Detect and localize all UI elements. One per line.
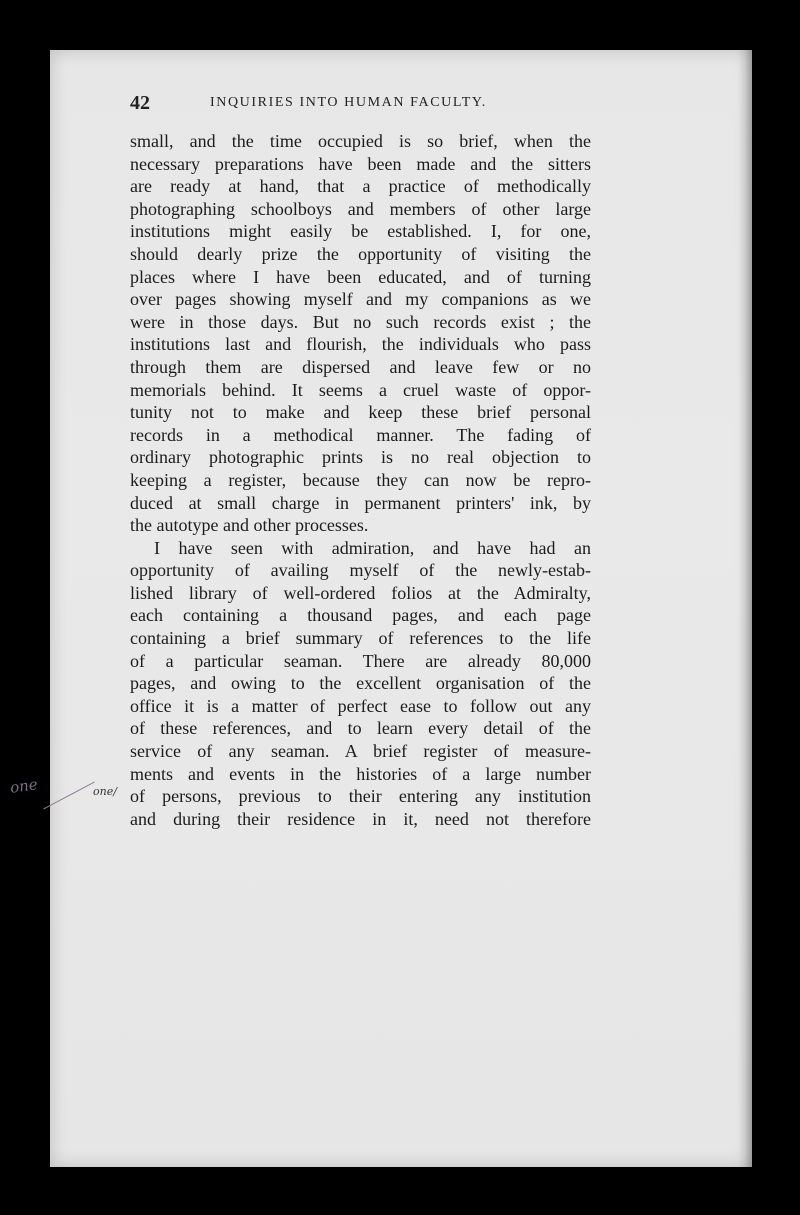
text-line: ordinary photographic prints is no real objection to: [130, 447, 591, 468]
text-line: and during their residence in it, need not therefore: [130, 808, 591, 829]
text-line: lished library of well-ordered folios at the Admiralty,: [130, 582, 591, 603]
page-edge-shadow: [738, 50, 752, 1167]
running-head: INQUIRIES INTO HUMAN FACULTY.: [210, 95, 487, 110]
text-line: small, and the time occupied is so brief, when the: [130, 131, 591, 151]
text-line: photographing schoolboys and members of other large: [130, 198, 591, 219]
text-line: containing a brief summary of references to the life: [130, 628, 591, 649]
page-header: [130, 92, 600, 116]
text-line: places where I have been educated, and of turning: [130, 266, 591, 287]
handwritten-margin-note: one: [8, 775, 39, 797]
text-line: of a particular seaman. There are already 80,000: [130, 650, 591, 671]
body-text: [130, 130, 591, 830]
text-line: institutions last and flourish, the individuals who pass: [130, 334, 591, 355]
text-line: were in those days. But no such records exist ; the: [130, 311, 591, 332]
text-line: I have seen with admiration, and have had an: [154, 537, 591, 558]
text-line: tunity not to make and keep these brief personal: [130, 402, 591, 423]
text-line: the autotype and other processes.: [130, 515, 369, 536]
text-line: over pages showing myself and my companions as we: [130, 289, 591, 310]
text-line: pages, and owing to the excellent organisation of the: [130, 673, 591, 694]
text-line: ments and events in the histories of a large number: [130, 763, 591, 784]
text-line: should dearly prize the opportunity of visiting the: [130, 243, 591, 264]
text-line: institutions might easily be established. I, for one,: [130, 221, 591, 242]
text-line: each containing a thousand pages, and each page: [130, 605, 591, 626]
text-line: opportunity of availing myself of the newly-estab-: [130, 560, 591, 581]
handwritten-inline-note: one/: [93, 785, 117, 798]
text-line: through them are dispersed and leave few or no: [130, 356, 591, 377]
text-line: keeping a register, because they can now be repro-: [130, 469, 591, 490]
text-line: records in a methodical manner. The fading of: [130, 424, 591, 445]
text-line: office it is a matter of perfect ease to follow out any: [130, 695, 591, 716]
text-line: service of any seaman. A brief register of measure-: [130, 741, 591, 762]
text-line: of these references, and to learn every detail of the: [130, 718, 591, 739]
text-line: memorials behind. It seems a cruel waste of oppor-: [130, 379, 591, 400]
text-line: of persons, previous to their entering any institution: [130, 786, 591, 807]
page-number: 42: [130, 92, 150, 114]
text-line: duced at small charge in permanent printers' ink, by: [130, 492, 591, 513]
text-line: are ready at hand, that a practice of methodically: [130, 176, 591, 197]
text-line: necessary preparations have been made and the sitters: [130, 153, 591, 174]
